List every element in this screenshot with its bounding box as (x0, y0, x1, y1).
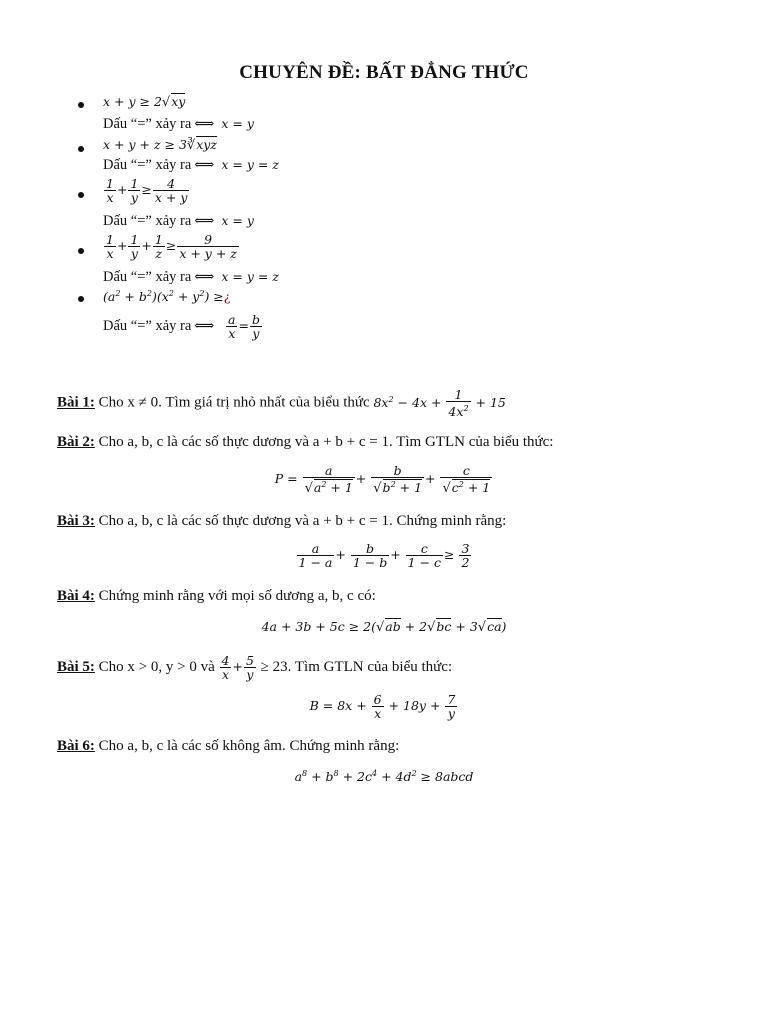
problem-label: Bài 1: (57, 394, 95, 411)
equality-condition: Dấu “=” xảy ra ⟺ x = y = z (103, 157, 279, 173)
problem-5-formula: B = 8x + $\frac{6}{x}$ + 18y + $\frac{7}{y}$ (309, 692, 456, 721)
problem-3 (57, 513, 506, 530)
problem-1 (57, 388, 506, 418)
page-title: CHUYÊN ĐỀ: BẤT ĐẲNG THỨC (239, 62, 529, 83)
problem-label: Bài 4: (57, 588, 95, 604)
bullet-dot (78, 192, 84, 198)
bullet-dot (78, 102, 84, 108)
problem-text: ≥ 23. Tìm GTLN của biểu thức: (260, 659, 453, 675)
problem-6-formula: $a^8 + b^8 + 2c^4 + 4d^2$ ≥ 8abcd (294, 768, 474, 784)
bullet-dot (78, 146, 84, 152)
problem-2 (57, 434, 553, 451)
problem-label: Bài 2: (57, 434, 95, 450)
equality-condition: Dấu “=” xảy ra ⟺ x = y (103, 213, 254, 229)
bullet-dot (78, 296, 84, 302)
problem-text: Chứng minh rằng với mọi số dương a, b, c có: (98, 588, 376, 604)
problem-4 (57, 588, 376, 605)
inequality-am-gm-3: x + y + z ≥ 3∛xyz (103, 137, 217, 153)
problem-5 (57, 654, 452, 681)
problem-text: Cho a, b, c là các số thực dương và a + b + c = 1. Tìm GTLN của biểu thức: (98, 434, 554, 450)
problem-text: Cho a, b, c là các số thực dương và a + b + c = 1. Chứng minh rằng: (98, 513, 507, 529)
problem-text: Cho a, b, c là các số không âm. Chứng minh rằng: (98, 738, 400, 754)
problem-text: Cho x > 0, y > 0 và (98, 659, 215, 675)
inequality-am-gm-2: x + y ≥ 2√xy (103, 94, 186, 110)
problem-formula: $8x^2 - 4x$ + $\frac{1}{4x^2}$ + 15 (373, 387, 506, 420)
equality-condition: Dấu “=” xảy ra ⟺ x = y (103, 116, 254, 132)
inequality-cauchy-schwarz-2: $\frac{1}{x}$ + $\frac{1}{y}$ ≥ $\frac{4}{x + y}$ (106, 176, 188, 205)
problem-label: Bài 3: (57, 513, 95, 529)
inequality-bunyakovsky: $(a^2 + b^2)(x^2 + y^2)$ ≥¿ (103, 289, 231, 305)
problem-label: Bài 6: (57, 738, 95, 754)
problem-3-formula: $\frac{a}{1 - a}$ + $\frac{b}{1 - b}$ + $\frac{c}{1 - c}$ ≥ $\frac{3}{2}$ (298, 541, 470, 570)
bullet-dot (78, 248, 84, 254)
problem-text: Cho x ≠ 0. Tìm giá trị nhỏ nhất của biểu thức (98, 394, 370, 411)
problem-condition: $\frac{4}{x}$ + $\frac{5}{y}$ (221, 653, 254, 682)
inequality-cauchy-schwarz-3: $\frac{1}{x}$ + $\frac{1}{y}$ + $\frac{1}{z}$ ≥ $\frac{9}{x + y + z}$ (106, 232, 237, 261)
equality-condition: Dấu “=” xảy ra ⟺ x = y = z (103, 269, 279, 285)
equality-condition: Dấu “=” xảy ra ⟺ $\frac{a}{x}$ = $\frac{b}{y}$ (103, 312, 260, 341)
problem-6 (57, 738, 399, 755)
problem-label: Bài 5: (57, 659, 95, 675)
problem-4-formula: 4a + 3b + 5c ≥ 2(√ab + 2√bc + 3√ca) (261, 619, 507, 635)
problem-2-formula: P = $\frac{a}{√a^2 + 1}$ + $\frac{b}{√b^2 + 1}$ + $\frac{c}{√c^2 + 1}$ (274, 463, 491, 497)
